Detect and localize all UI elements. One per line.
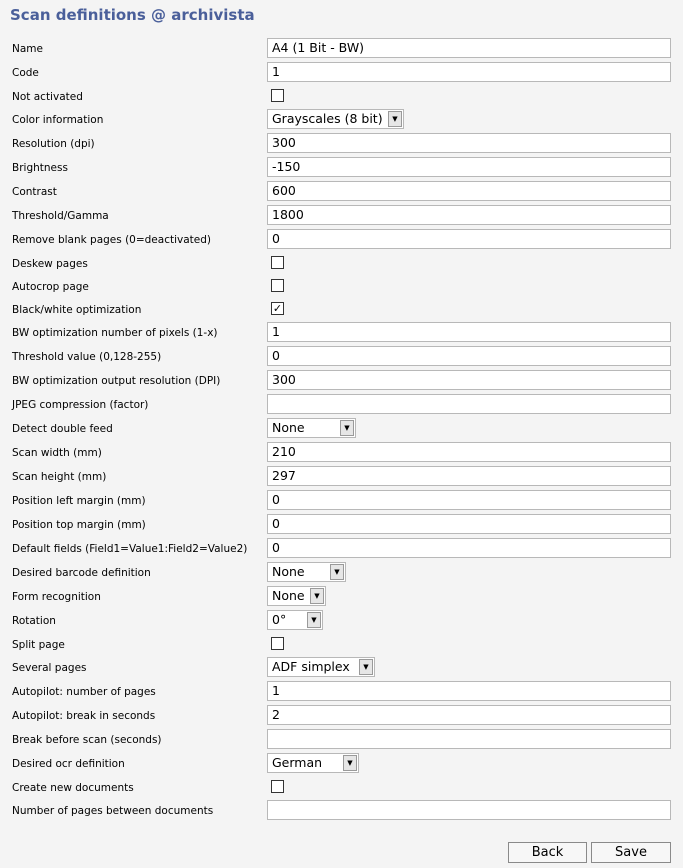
threshold-gamma-input[interactable]: 1800 [267, 205, 671, 225]
chevron-down-icon[interactable]: ▼ [310, 588, 324, 604]
row-brightness [0, 157, 683, 179]
row-autopilot-break [0, 705, 683, 727]
rotation-label: Rotation [12, 615, 56, 627]
chevron-down-icon[interactable]: ▼ [340, 420, 354, 436]
row-color-information [0, 109, 683, 131]
remove-blank-label: Remove blank pages (0=deactivated) [12, 234, 211, 246]
contrast-input[interactable]: 600 [267, 181, 671, 201]
several-pages-value: ADF simplex [272, 659, 350, 674]
bw-optimization-label: Black/white optimization [12, 304, 142, 316]
bw-pixels-label: BW optimization number of pixels (1-x) [12, 327, 218, 339]
barcode-definition-value: None [272, 564, 305, 579]
row-split-page [0, 634, 683, 656]
page-title: Scan definitions @ archivista [10, 6, 255, 24]
autopilot-pages-label: Autopilot: number of pages [12, 686, 156, 698]
row-form-recognition [0, 586, 683, 608]
bw-pixels-input[interactable]: 1 [267, 322, 671, 342]
row-rotation [0, 610, 683, 632]
row-remove-blank [0, 229, 683, 251]
split-page-label: Split page [12, 639, 65, 651]
row-name [0, 38, 683, 60]
bw-output-res-label: BW optimization output resolution (DPI) [12, 375, 221, 387]
chevron-down-icon[interactable]: ▼ [359, 659, 373, 675]
rotation-value: 0° [272, 612, 287, 627]
rotation-select[interactable] [267, 610, 323, 630]
save-button[interactable]: Save [591, 842, 671, 863]
row-top-margin [0, 514, 683, 536]
code-label: Code [12, 67, 39, 79]
pages-between-docs-label: Number of pages between documents [12, 805, 214, 817]
scan-height-label: Scan height (mm) [12, 471, 107, 483]
name-input[interactable]: A4 (1 Bit - BW) [267, 38, 671, 58]
threshold-value-label: Threshold value (0,128-255) [12, 351, 162, 363]
chevron-down-icon[interactable]: ▼ [307, 612, 321, 628]
row-bw-output-res [0, 370, 683, 392]
scan-width-label: Scan width (mm) [12, 447, 102, 459]
jpeg-compression-label: JPEG compression (factor) [12, 399, 149, 411]
not-activated-checkbox[interactable] [271, 89, 284, 102]
resolution-label: Resolution (dpi) [12, 138, 95, 150]
row-scan-height [0, 466, 683, 488]
break-before-scan-input[interactable] [267, 729, 671, 749]
chevron-down-icon[interactable]: ▼ [343, 755, 357, 771]
barcode-definition-select[interactable] [267, 562, 346, 582]
row-threshold-gamma [0, 205, 683, 227]
form-recognition-value: None [272, 588, 305, 603]
name-label: Name [12, 43, 43, 55]
color-information-select[interactable] [267, 109, 404, 129]
barcode-definition-label: Desired barcode definition [12, 567, 151, 579]
row-code [0, 62, 683, 84]
autopilot-break-input[interactable]: 2 [267, 705, 671, 725]
color-information-label: Color information [12, 114, 104, 126]
ocr-definition-label: Desired ocr definition [12, 758, 125, 770]
brightness-label: Brightness [12, 162, 68, 174]
code-input[interactable]: 1 [267, 62, 671, 82]
ocr-definition-value: German [272, 755, 323, 770]
top-margin-label: Position top margin (mm) [12, 519, 146, 531]
row-threshold-value [0, 346, 683, 368]
row-several-pages [0, 657, 683, 679]
row-autocrop [0, 276, 683, 298]
create-new-documents-checkbox[interactable] [271, 780, 284, 793]
brightness-input[interactable]: -150 [267, 157, 671, 177]
row-bw-optimization [0, 299, 683, 321]
detect-double-feed-value: None [272, 420, 305, 435]
chevron-down-icon[interactable]: ▼ [388, 111, 402, 127]
bw-output-res-input[interactable]: 300 [267, 370, 671, 390]
row-scan-width [0, 442, 683, 464]
autocrop-label: Autocrop page [12, 281, 89, 293]
autocrop-checkbox[interactable] [271, 279, 284, 292]
row-ocr-definition [0, 753, 683, 775]
row-detect-double-feed [0, 418, 683, 440]
jpeg-compression-input[interactable] [267, 394, 671, 414]
row-barcode-definition [0, 562, 683, 584]
row-left-margin [0, 490, 683, 512]
left-margin-label: Position left margin (mm) [12, 495, 146, 507]
several-pages-select[interactable] [267, 657, 375, 677]
deskew-label: Deskew pages [12, 258, 88, 270]
row-jpeg-compression [0, 394, 683, 416]
break-before-scan-label: Break before scan (seconds) [12, 734, 162, 746]
scan-height-input[interactable]: 297 [267, 466, 671, 486]
default-fields-label: Default fields (Field1=Value1:Field2=Value2) [12, 543, 248, 555]
contrast-label: Contrast [12, 186, 57, 198]
back-button[interactable]: Back [508, 842, 587, 863]
row-not-activated [0, 86, 683, 108]
autopilot-break-label: Autopilot: break in seconds [12, 710, 156, 722]
resolution-input[interactable]: 300 [267, 133, 671, 153]
top-margin-input[interactable]: 0 [267, 514, 671, 534]
row-autopilot-pages [0, 681, 683, 703]
threshold-gamma-label: Threshold/Gamma [12, 210, 109, 222]
create-new-documents-label: Create new documents [12, 782, 134, 794]
threshold-value-input[interactable]: 0 [267, 346, 671, 366]
several-pages-label: Several pages [12, 662, 87, 674]
scan-width-input[interactable]: 210 [267, 442, 671, 462]
row-create-new-documents [0, 777, 683, 799]
row-bw-pixels [0, 322, 683, 344]
bw-optimization-checkbox[interactable]: ✓ [272, 302, 283, 315]
ocr-definition-select[interactable] [267, 753, 359, 773]
detect-double-feed-label: Detect double feed [12, 423, 113, 435]
detect-double-feed-select[interactable] [267, 418, 356, 438]
not-activated-label: Not activated [12, 91, 83, 103]
color-information-value: Grayscales (8 bit) [272, 111, 383, 126]
row-deskew [0, 253, 683, 275]
row-default-fields [0, 538, 683, 560]
default-fields-input[interactable]: 0 [267, 538, 671, 558]
deskew-checkbox[interactable] [271, 256, 284, 269]
chevron-down-icon[interactable]: ▼ [330, 564, 344, 580]
row-pages-between-docs [0, 800, 683, 822]
row-break-before-scan [0, 729, 683, 751]
form-recognition-select[interactable] [267, 586, 326, 606]
row-resolution [0, 133, 683, 155]
row-contrast [0, 181, 683, 203]
split-page-checkbox[interactable] [271, 637, 284, 650]
remove-blank-input[interactable]: 0 [267, 229, 671, 249]
left-margin-input[interactable]: 0 [267, 490, 671, 510]
form-recognition-label: Form recognition [12, 591, 101, 603]
pages-between-docs-input[interactable] [267, 800, 671, 820]
autopilot-pages-input[interactable]: 1 [267, 681, 671, 701]
